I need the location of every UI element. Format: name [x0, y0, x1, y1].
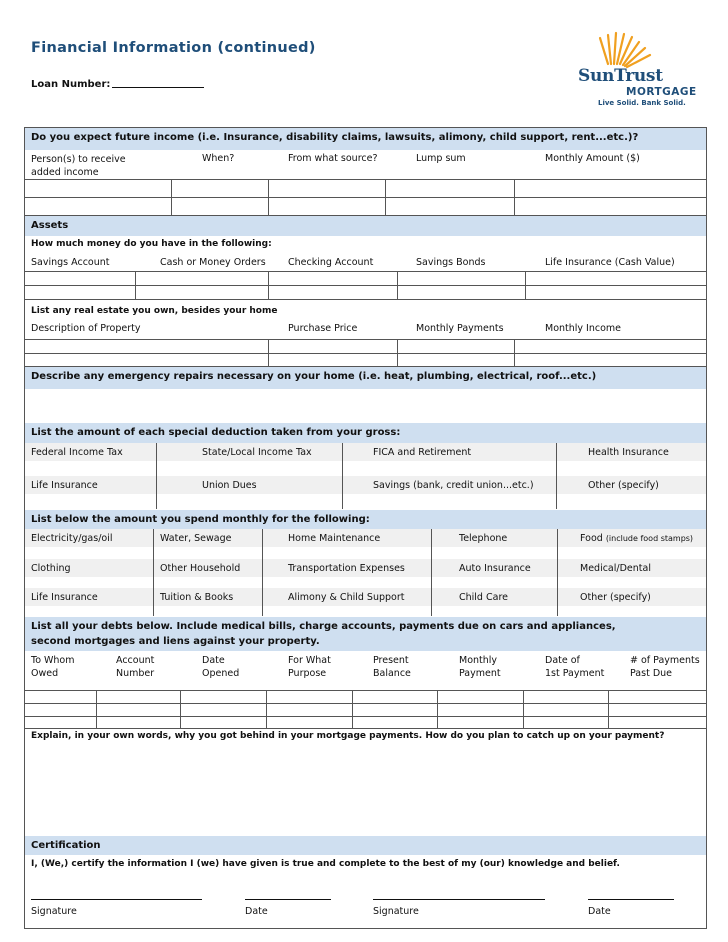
certification-statement: I, (We,) certify the information I (we) have given is true and complete to the best of my (our) knowledge and belief.	[31, 859, 620, 869]
loan-number-label: Loan Number:	[31, 79, 111, 90]
deduction-savings: Savings (bank, credit union...etc.)	[373, 480, 534, 491]
logo-subtitle: MORTGAGE	[626, 86, 697, 98]
monthly-food-label: Food	[580, 533, 603, 544]
income-col-person: Person(s) to receive added income	[31, 154, 126, 178]
repairs-question: Describe any emergency repairs necessary on your home (i.e. heat, plumbing, electrical, roof...etc.)	[25, 367, 706, 389]
assets-col-checking: Checking Account	[288, 257, 374, 268]
assets-col-savings: Savings Account	[31, 257, 110, 268]
assets-col-bonds: Savings Bonds	[416, 257, 486, 268]
income-col-when: When?	[202, 153, 235, 164]
monthly-telephone: Telephone	[459, 533, 508, 544]
re-col-payments: Monthly Payments	[416, 323, 504, 334]
monthly-medical: Medical/Dental	[580, 563, 651, 574]
re-col-price: Purchase Price	[288, 323, 358, 334]
monthly-auto-insurance: Auto Insurance	[459, 563, 531, 574]
debt-col-past-due: # of Payments Past Due	[630, 655, 700, 679]
debt-col-monthly: Monthly Payment	[459, 655, 501, 679]
re-col-description: Description of Property	[31, 323, 141, 334]
loan-number-line[interactable]	[112, 78, 204, 88]
date-line-1[interactable]	[245, 899, 331, 900]
monthly-other: Other (specify)	[580, 592, 651, 603]
debts-heading	[25, 617, 706, 651]
monthly-heading: List below the amount you spend monthly for the following:	[25, 510, 706, 529]
monthly-water: Water, Sewage	[160, 533, 232, 544]
debt-col-account: Account Number	[116, 655, 155, 679]
date-label-1: Date	[245, 906, 268, 917]
deduction-other: Other (specify)	[588, 480, 659, 491]
assets-col-cash: Cash or Money Orders	[160, 257, 266, 268]
real-estate-question: List any real estate you own, besides your home	[31, 306, 278, 316]
deduction-union: Union Dues	[202, 480, 257, 491]
logo-brand: SunTrust	[578, 66, 663, 86]
monthly-child-care: Child Care	[459, 592, 508, 603]
monthly-home-maintenance: Home Maintenance	[288, 533, 381, 544]
income-col-source: From what source?	[288, 153, 378, 164]
income-input-r2-c1[interactable]	[26, 198, 170, 215]
income-question: Do you expect future income (i.e. Insurance, disability claims, lawsuits, alimony, child support, rent...etc.)?	[25, 128, 706, 150]
income-input-r1-c1[interactable]	[26, 180, 170, 197]
signature-line-2[interactable]	[373, 899, 545, 900]
signature-label-1: Signature	[31, 906, 77, 917]
deductions-heading: List the amount of each special deduction taken from your gross:	[25, 423, 706, 443]
monthly-life-insurance: Life Insurance	[31, 592, 98, 603]
debt-col-balance: Present Balance	[373, 655, 411, 679]
debt-col-first-payment: Date of 1st Payment	[545, 655, 605, 679]
monthly-tuition: Tuition & Books	[160, 592, 234, 603]
certification-heading: Certification	[25, 836, 706, 855]
deduction-fica: FICA and Retirement	[373, 447, 472, 458]
income-col-monthly: Monthly Amount ($)	[545, 153, 640, 164]
assets-col-life: Life Insurance (Cash Value)	[545, 257, 675, 268]
deduction-federal: Federal Income Tax	[31, 447, 123, 458]
explain-question: Explain, in your own words, why you got behind in your mortgage payments. How do you plan to catch up on your payment?	[31, 731, 665, 741]
signature-label-2: Signature	[373, 906, 419, 917]
debt-col-to-whom: To Whom Owed	[31, 655, 75, 679]
monthly-food	[580, 533, 693, 544]
explain-input[interactable]	[26, 746, 705, 832]
debt-col-purpose: For What Purpose	[288, 655, 331, 679]
debt-col-date-opened: Date Opened	[202, 655, 240, 679]
monthly-alimony: Alimony & Child Support	[288, 592, 405, 603]
monthly-other-household: Other Household	[160, 563, 241, 574]
loan-number-field[interactable]	[31, 78, 204, 90]
logo-tagline: Live Solid. Bank Solid.	[598, 99, 686, 107]
monthly-food-note: (include food stamps)	[605, 534, 694, 543]
page-title: Financial Information (continued)	[31, 40, 316, 56]
deduction-life: Life Insurance	[31, 480, 98, 491]
debts-heading-line2: second mortgages and liens against your property.	[31, 636, 320, 647]
debts-heading-line1: List all your debts below. Include medical bills, charge accounts, payments due on cars and appliances,	[31, 621, 616, 632]
monthly-electricity: Electricity/gas/oil	[31, 533, 113, 544]
re-col-income: Monthly Income	[545, 323, 622, 334]
repairs-input[interactable]	[25, 389, 706, 423]
date-line-2[interactable]	[588, 899, 674, 900]
monthly-clothing: Clothing	[31, 563, 71, 574]
assets-heading: Assets	[25, 216, 706, 236]
date-label-2: Date	[588, 906, 611, 917]
monthly-transportation: Transportation Expenses	[288, 563, 405, 574]
income-col-lump: Lump sum	[416, 153, 466, 164]
deduction-health: Health Insurance	[588, 447, 669, 458]
assets-question: How much money do you have in the following:	[31, 239, 272, 249]
signature-line-1[interactable]	[31, 899, 202, 900]
deduction-state: State/Local Income Tax	[202, 447, 312, 458]
